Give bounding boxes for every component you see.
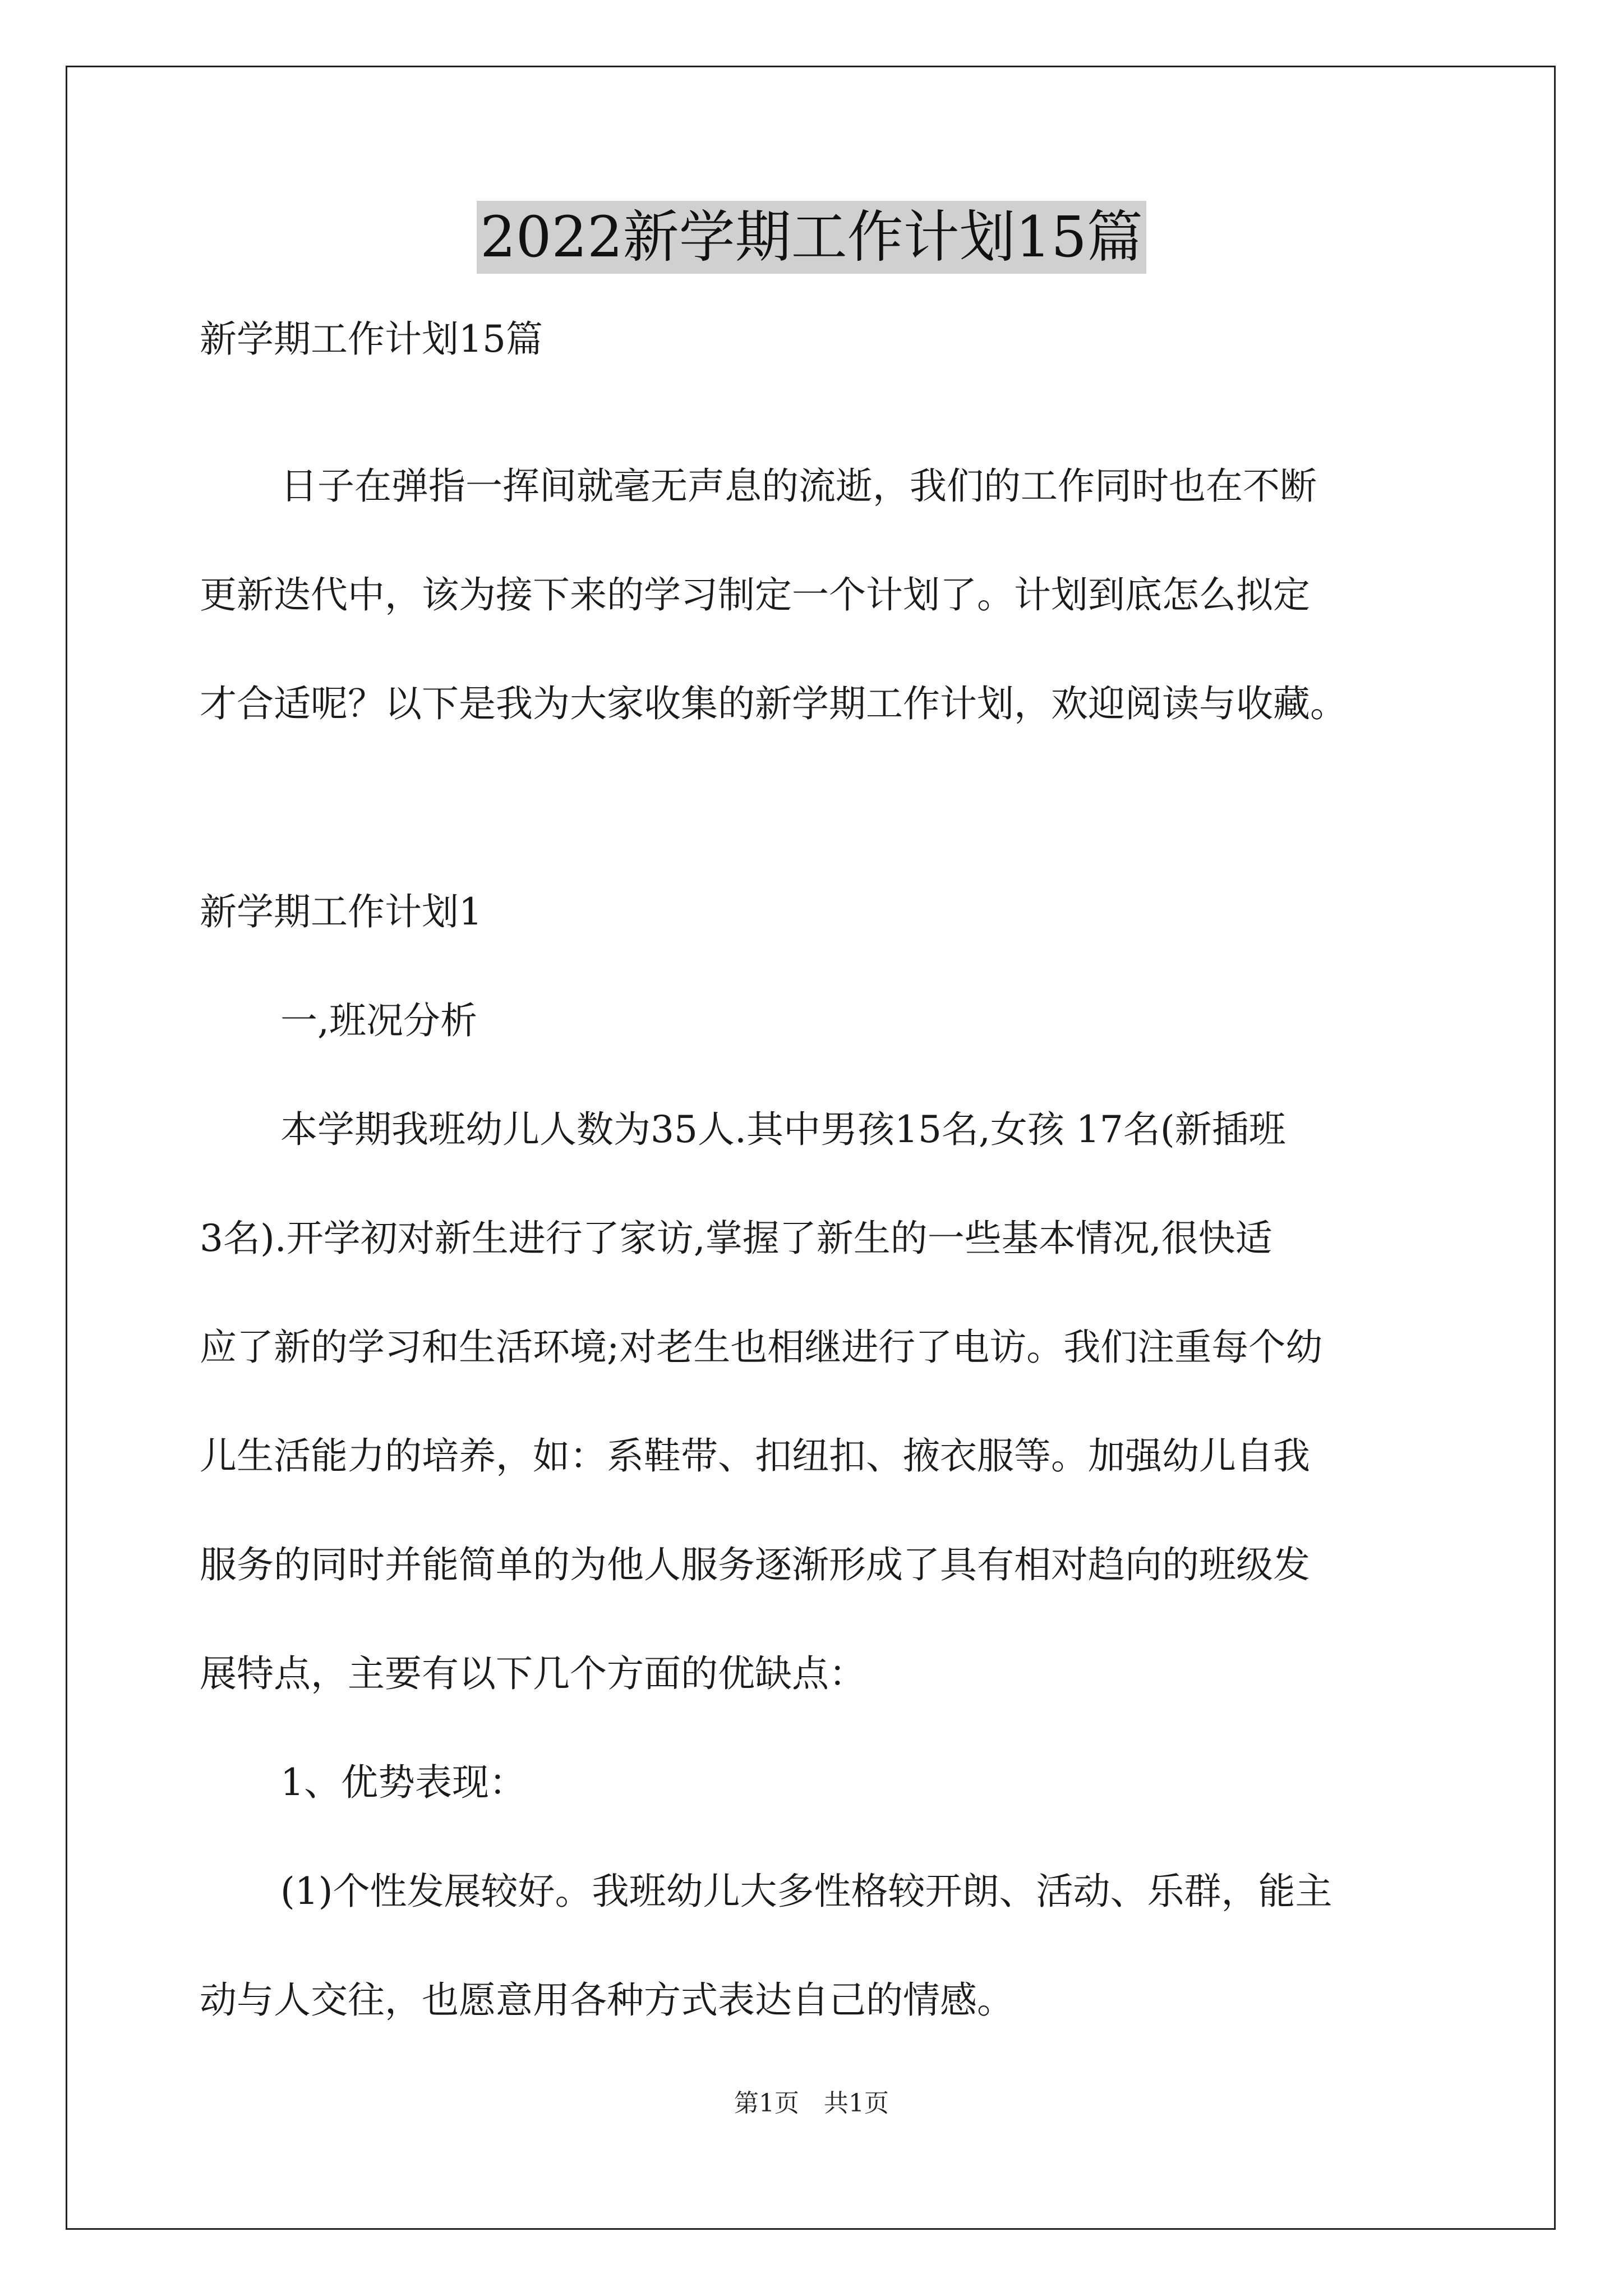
subsection-heading: 一,班况分析	[280, 999, 477, 1042]
body-line-1: 本学期我班幼儿人数为35人.其中男孩15名,女孩 17名(新插班	[280, 1108, 1286, 1151]
point-line-1: (1)个性发展较好。我班幼儿大多性格较开朗、活动、乐群，能主	[280, 1870, 1332, 1913]
body-line-2: 3名).开学初对新生进行了家访,掌握了新生的一些基本情况,很快适	[200, 1217, 1272, 1260]
page-footer: 第1页 共1页	[734, 2089, 889, 2118]
intro-line-2: 更新迭代中，该为接下来的学习制定一个计划了。计划到底怎么拟定	[200, 573, 1310, 616]
body-line-5: 服务的同时并能简单的为他人服务逐渐形成了具有相对趋向的班级发	[200, 1543, 1310, 1586]
point-line-2: 动与人交往，也愿意用各种方式表达自己的情感。	[200, 1978, 1014, 2022]
title-container	[0, 201, 1623, 274]
body-line-3: 应了新的学习和生活环境;对老生也相继进行了电访。我们注重每个幼	[200, 1326, 1323, 1369]
document-title: 2022新学期工作计划15篇	[477, 201, 1146, 274]
section-heading: 新学期工作计划1	[200, 890, 482, 933]
point-heading: 1、优势表现：	[280, 1761, 526, 1804]
body-line-4: 儿生活能力的培养，如：系鞋带、扣纽扣、掖衣服等。加强幼儿自我	[200, 1434, 1310, 1478]
intro-line-3: 才合适呢？以下是我为大家收集的新学期工作计划，欢迎阅读与收藏。	[200, 682, 1347, 725]
body-line-6: 展特点，主要有以下几个方面的优缺点：	[200, 1652, 866, 1695]
document-subtitle: 新学期工作计划15篇	[200, 318, 543, 361]
intro-line-1: 日子在弹指一挥间就毫无声息的流逝，我们的工作同时也在不断	[280, 464, 1317, 508]
